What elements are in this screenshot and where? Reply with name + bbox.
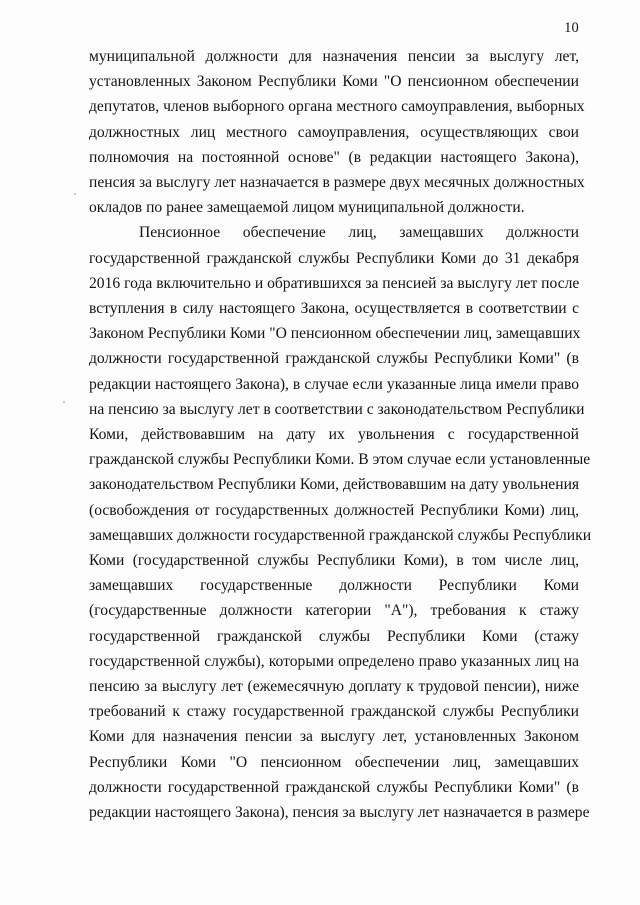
text-line: должности государственной гражданской службы Республики Коми" (в (89, 778, 579, 796)
text-line: редакции настоящего Закона), пенсия за выслугу лет назначается в размере (89, 804, 590, 822)
text-line: (государственные должности категории "А"), требования к стажу (89, 602, 579, 620)
text-line: гражданской службы Республики Коми. В этом случае если установленные (89, 451, 591, 469)
text-line: пенсия за выслугу лет назначается в размере двух месячных должностных (89, 174, 585, 192)
text-line: депутатов, членов выборного органа местного самоуправления, выборных (89, 98, 585, 116)
text-line: Законом Республики Коми "О пенсионном обеспечении лиц, замещавших (89, 325, 581, 343)
scan-speck (63, 401, 65, 403)
text-line: замещавших государственные должности Республики Коми (89, 577, 579, 595)
paragraph-1 (89, 44, 585, 220)
text-line: Республики Коми "О пенсионном обеспечении лиц, замещавших (89, 753, 579, 771)
text-line: государственной гражданской службы Республики Коми до 31 декабря (89, 249, 579, 267)
text-line: пенсию за выслугу лет (ежемесячную доплату к трудовой пенсии), ниже (89, 678, 579, 696)
text-line: муниципальной должности для назначения пенсии за выслугу лет, (89, 48, 579, 65)
text-line: должностных лиц местного самоуправления, осуществляющих свои (89, 123, 579, 141)
page-number: 10 (564, 20, 579, 36)
text-line: окладов по ранее замещаемой лицом муниципальной должности. (89, 199, 525, 217)
text-line: требований к стажу государственной гражданской службы Республики (89, 703, 579, 721)
text-line: установленных Законом Республики Коми "О пенсионном обеспечении (89, 73, 579, 91)
text-line: Коми (государственной службы Республики Коми), в том числе лиц, (89, 552, 579, 570)
paragraph-2 (89, 220, 592, 825)
text-line: Коми, действовавшим на дату их увольнения с государственной (89, 426, 579, 444)
document-body (89, 44, 592, 825)
text-line: Коми для назначения пенсии за выслугу лет, установленных Законом (89, 728, 579, 746)
text-line: должности государственной гражданской службы Республики Коми" (в (89, 350, 579, 368)
text-line: (освобождения от государственных должностей Республики Коми) лиц, (89, 501, 579, 519)
text-line: 2016 года включительно и обратившихся за пенсией за выслугу лет после (89, 274, 580, 292)
text-line: законодательством Республики Коми, действовавшим на дату увольнения (89, 476, 580, 494)
text-line: вступления в силу настоящего Закона, осуществляется в соответствии с (89, 300, 579, 318)
text-line: государственной гражданской службы Республики Коми (стажу (89, 627, 579, 645)
text-line: редакции настоящего Закона), в случае если указанные лица имели право (89, 375, 579, 393)
text-line: Пенсионное обеспечение лиц, замещавших должности (139, 224, 579, 242)
text-line: государственной службы), которыми определено право указанных лиц на (89, 652, 579, 670)
text-line: замещавших должности государственной гражданской службы Республики (89, 526, 592, 544)
scan-speck (74, 193, 76, 195)
text-line: полномочия на постоянной основе" (в редакции настоящего Закона), (89, 148, 579, 166)
text-line: на пенсию за выслугу лет в соответствии с законодательством Республики (89, 400, 585, 418)
